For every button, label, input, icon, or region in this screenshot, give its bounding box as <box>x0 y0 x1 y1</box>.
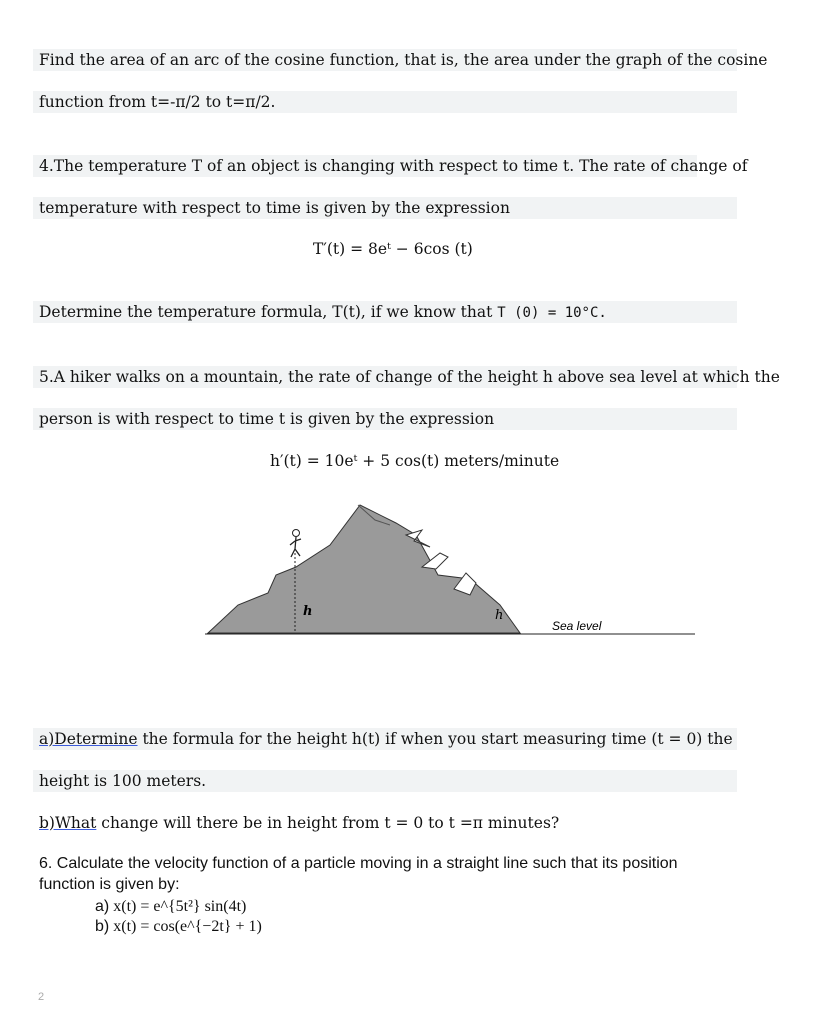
intro-line-1: Find the area of an arc of the cosine function, that is, the area under the graph of the cosine <box>39 51 768 69</box>
page-number: 2 <box>38 991 45 1003</box>
q5-equation: h′(t) = 10eᵗ + 5 cos(t) meters/minute <box>270 452 560 470</box>
q6-option-b <box>95 918 262 936</box>
q4-line-2: temperature with respect to time is given by the expression <box>39 199 510 217</box>
hiker-icon <box>290 530 301 558</box>
q5-part-a-line-2: height is 100 meters. <box>39 772 207 790</box>
h-label-right: h <box>495 608 504 623</box>
q4-line-1: 4.The temperature T of an object is changing with respect to time t. The rate of change of <box>39 157 748 175</box>
q5-part-a-prefix: a)Determine <box>39 730 138 748</box>
q6-line-2: function is given by: <box>39 876 180 893</box>
q5-line-1: 5.A hiker walks on a mountain, the rate of change of the height h above sea level at which the <box>39 368 780 386</box>
q6-option-b-expr: x(t) = cos(e^{−2t} + 1) <box>113 918 262 935</box>
q5-part-b-prefix: b)What <box>39 814 97 832</box>
q5-part-a-text: the formula for the height h(t) if when you start measuring time (t = 0) the <box>137 730 733 748</box>
q6-line-1: 6. Calculate the velocity function of a particle moving in a straight line such that its position <box>39 855 678 872</box>
q5-part-b-text: change will there be in height from t = 0 to t =π minutes? <box>96 814 560 832</box>
q5-part-a-line-1 <box>39 728 733 750</box>
intro-line-2: function from t=-π/2 to t=π/2. <box>39 93 276 111</box>
q6-option-a <box>95 898 246 916</box>
q4-determine-line <box>39 301 607 324</box>
sea-level-label: Sea level <box>552 619 602 633</box>
q5-part-b-line <box>39 812 559 834</box>
mountain-figure <box>200 495 705 645</box>
h-label-left: h <box>303 604 313 619</box>
q6-option-b-label: b) <box>95 918 110 935</box>
mountain-shape <box>208 505 520 633</box>
q4-initial-condition: T (0) = 10°C. <box>497 305 607 321</box>
q6-option-a-expr: x(t) = e^{5t²} sin(4t) <box>113 898 247 915</box>
q6-option-a-label: a) <box>95 898 110 915</box>
q5-line-2: person is with respect to time t is given by the expression <box>39 410 495 428</box>
q4-equation: T′(t) = 8eᵗ − 6cos (t) <box>313 240 473 258</box>
q4-determine-text: Determine the temperature formula, T(t), if we know that <box>39 303 493 321</box>
